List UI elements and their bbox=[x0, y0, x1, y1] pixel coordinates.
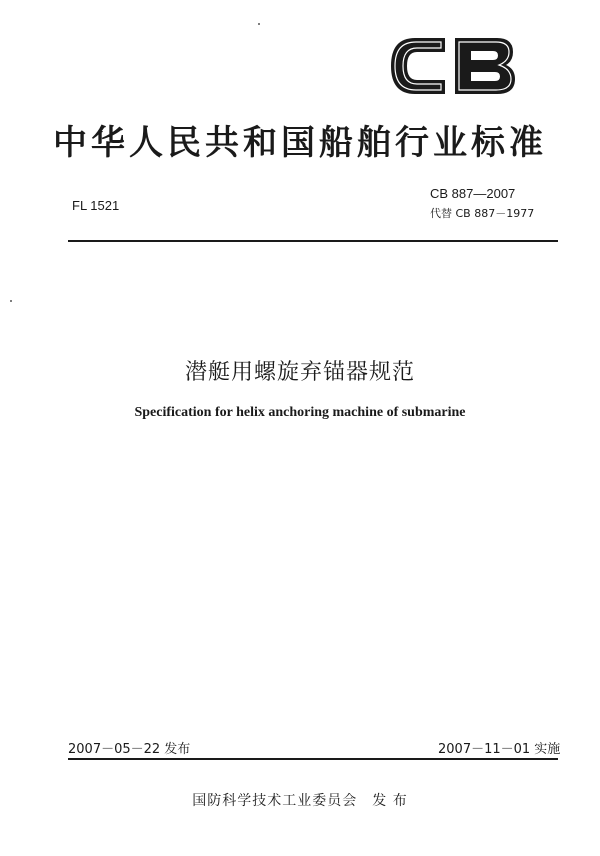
scan-speck bbox=[258, 23, 260, 25]
replaces-note: 代替 CB 887－1977 bbox=[430, 207, 535, 220]
scan-speck bbox=[10, 300, 12, 302]
footer-divider bbox=[68, 758, 558, 760]
cb-logo bbox=[385, 30, 520, 102]
publisher: 国防科学技术工业委员会 发 布 bbox=[192, 793, 408, 809]
header-divider bbox=[68, 240, 558, 242]
standard-title: 中华人民共和国船舶行业标准 bbox=[53, 123, 547, 163]
issue-date: 2007－05－22 发布 bbox=[68, 742, 191, 757]
standard-number: CB 887—2007 bbox=[430, 186, 516, 201]
document-title-cn: 潜艇用螺旋弃锚器规范 bbox=[184, 360, 415, 385]
category-number: FL 1521 bbox=[72, 198, 120, 213]
implementation-date: 2007－11－01 实施 bbox=[438, 742, 561, 757]
document-title-en: Specification for helix anchoring machine of submarine bbox=[134, 405, 466, 420]
